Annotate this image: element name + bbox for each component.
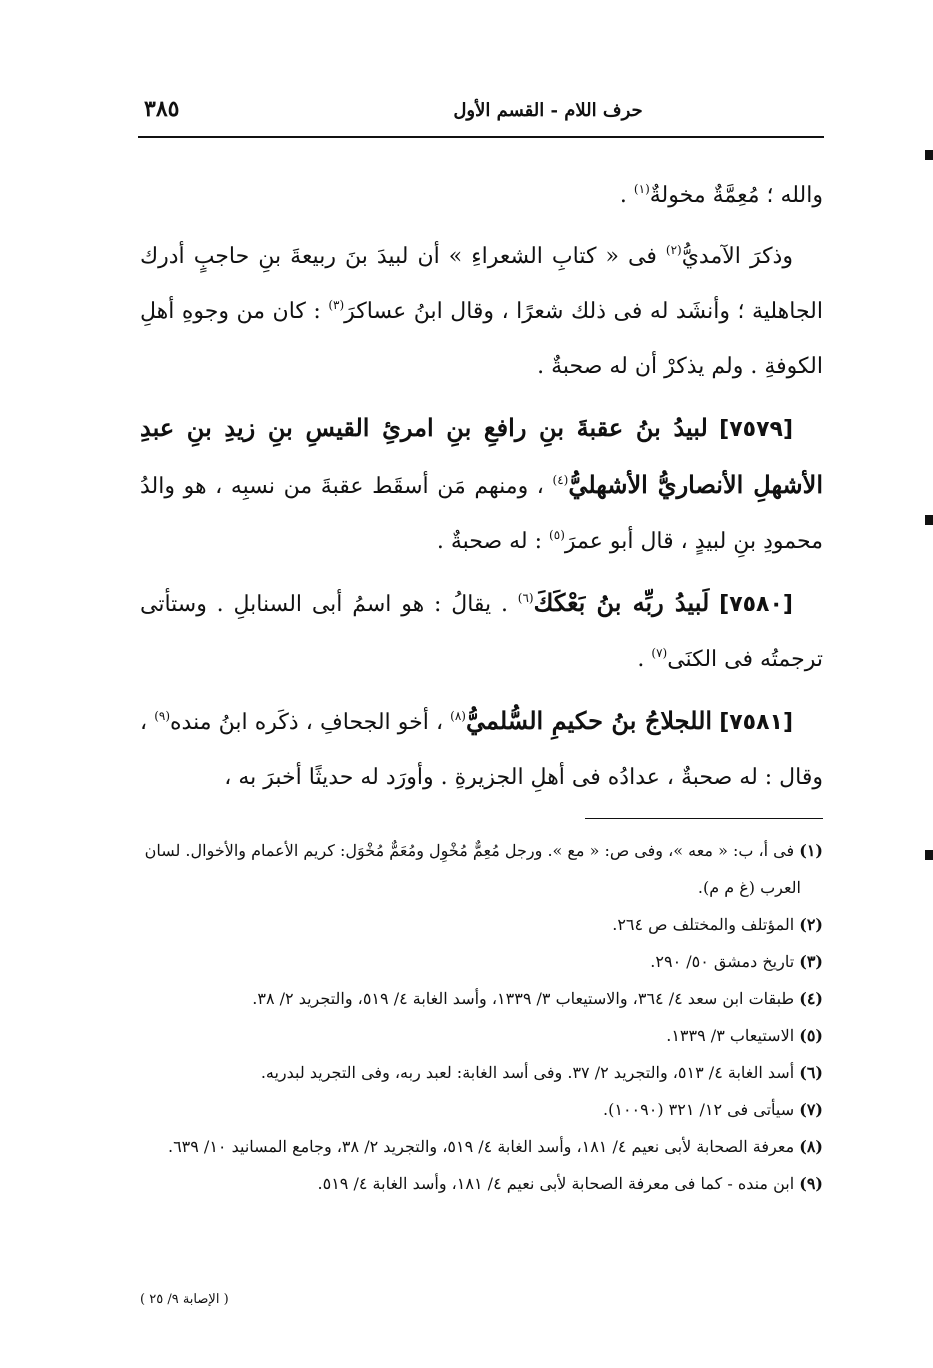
footnote-number: (٧) [799, 1100, 823, 1119]
entry-name: لبيدُ بنُ عقبةَ بنِ رافعِ بنِ امرئِ القيسِ بنِ زيدِ بنِ عبدِ الأشهلِ الأنصاريُّ الأشهليُّ [140, 413, 823, 499]
footnote-text: تاريخ دمشق ٥٠/ ٢٩٠. [650, 952, 795, 971]
footnote-text: ابن منده - كما فى معرفة الصحابة لأبى نعيم ٤/ ١٨١، وأسد الغابة ٤/ ٥١٩. [317, 1174, 795, 1193]
footnotes [140, 832, 823, 1202]
page-number: ٣٨٥ [144, 96, 180, 122]
footnote-number: (٣) [799, 952, 823, 971]
paragraph-continuation [140, 168, 823, 223]
footnote-ref: (٥) [549, 528, 565, 542]
footnote [140, 980, 823, 1017]
edge-mark [925, 150, 933, 160]
footnote [140, 1054, 823, 1091]
footnote-ref: (٢) [665, 243, 682, 257]
footnote [140, 1091, 823, 1128]
entry-number: [٧٥٨١] [719, 710, 794, 735]
footnote [140, 1017, 823, 1054]
page-header [138, 92, 824, 138]
paragraph-text: : كان من وجوهِ أهلِ الكوفةِ . ولم يذكرْ أن له صحبةٌ . [140, 299, 823, 379]
footnote [140, 906, 823, 943]
footnote-text: طبقات ابن سعد ٤/ ٣٦٤، والاستيعاب ٣/ ١٣٣٩، وأسد الغابة ٤/ ٥١٩، والتجريد ٢/ ٣٨. [252, 989, 795, 1008]
entry-text: : له صحبةٌ . [436, 529, 550, 554]
footnote-ref: (٣) [328, 298, 345, 312]
footnote-number: (٨) [799, 1137, 823, 1156]
footnote-ref: (١) [633, 182, 650, 196]
paragraph-text: وذكرَ الآمديُّ [681, 244, 793, 269]
entry-text: ، أخو الجحافِ ، ذكَره ابنُ منده [170, 710, 451, 735]
footnote-number: (٩) [799, 1174, 823, 1193]
footnote-text: فى أ، ب: « معه »، وفى ص: « مع ». ورجل مُعِمٌّ مُخْوِل ومُعَمٌّ مُخْوَل: كريم الأعمام والأخوال. لسان العرب (غ م م). [144, 841, 801, 897]
footnote-ref: (٩) [154, 709, 171, 723]
entry-name: لَبيدُ ربِّه بنُ بَعْكَكَ [533, 588, 710, 617]
paragraph-text: فى « كتابِ الشعراءِ » أن لبيدَ بنَ ربيعةَ بنِ حاجبٍ أدرك الجاهلية ؛ وأنشَد له فى ذلك شعرًا ، وقال ابنُ عساكرَ [140, 244, 823, 324]
footnote-number: (٢) [799, 915, 823, 934]
main-text [140, 168, 823, 811]
footnote-text: الاستيعاب ٣/ ١٣٣٩. [666, 1026, 795, 1045]
edge-mark [925, 850, 933, 860]
entry-7581 [140, 693, 823, 805]
footnote-divider [585, 818, 823, 819]
footnote-number: (٦) [799, 1063, 823, 1082]
footnote-ref: (٦) [517, 591, 534, 605]
footnote-text: معرفة الصحابة لأبى نعيم ٤/ ١٨١، وأسد الغابة ٤/ ٥١٩، والتجريد ٢/ ٣٨، وجامع المسانيد ١٠/ ٦٣٩. [167, 1137, 795, 1156]
paragraph-amidi [140, 229, 823, 394]
footnote-text: أسد الغابة ٤/ ٥١٣، والتجريد ٢/ ٣٧. وفى أسد الغابة: لعبد ربه، وفى التجريد لبدريه. [260, 1063, 795, 1082]
entry-text: ، ومنهم مَن أسقَط عقبةَ من نسبِه ، هو والدُ محمودِ بنِ لبيدٍ ، قال أبو عمرَ [140, 474, 823, 554]
footnote-text: سيأتى فى ١٢/ ٣٢١ (١٠٠٩٠). [603, 1100, 795, 1119]
paragraph-text: والله ؛ مُعِمَّةٌ مخولةٌ [649, 183, 823, 208]
footnote [140, 1128, 823, 1165]
footnote-ref: (٤) [552, 473, 569, 487]
entry-text: . [637, 647, 652, 672]
footnote-number: (٤) [799, 989, 823, 1008]
footnote-ref: (٧) [651, 646, 668, 660]
signature-mark: ( الإصابة ٩/ ٢٥ ) [140, 1292, 229, 1307]
entry-number: [٧٥٨٠] [719, 592, 793, 617]
footnote-number: (٥) [799, 1026, 823, 1045]
entry-number: [٧٥٧٩] [719, 417, 793, 442]
entry-7580 [140, 575, 823, 687]
entry-text: ، وقال : له صحبةٌ ، عدادُه فى أهلِ الجزيرةِ . وأورَد له حديثًا أخبرَ به ، [140, 710, 823, 790]
footnote-ref: (٨) [450, 709, 466, 723]
footnote [140, 1165, 823, 1202]
edge-mark [925, 515, 933, 525]
running-title: حرف اللام - القسم الأول [453, 100, 643, 121]
footnote-number: (١) [799, 841, 823, 860]
paragraph-text: . [619, 183, 634, 208]
entry-text: . يقالُ : هو اسمُ أبى السنابلِ . وستأتى ترجمتُه فى الكنَى [140, 592, 823, 672]
footnote [140, 943, 823, 980]
entry-name: اللجلاجُ بنُ حكيمِ السُّلميُّ [465, 706, 713, 735]
entry-7579 [140, 400, 823, 569]
footnote-text: المؤتلف والمختلف ص ٢٦٤. [612, 915, 795, 934]
footnote [140, 832, 823, 906]
